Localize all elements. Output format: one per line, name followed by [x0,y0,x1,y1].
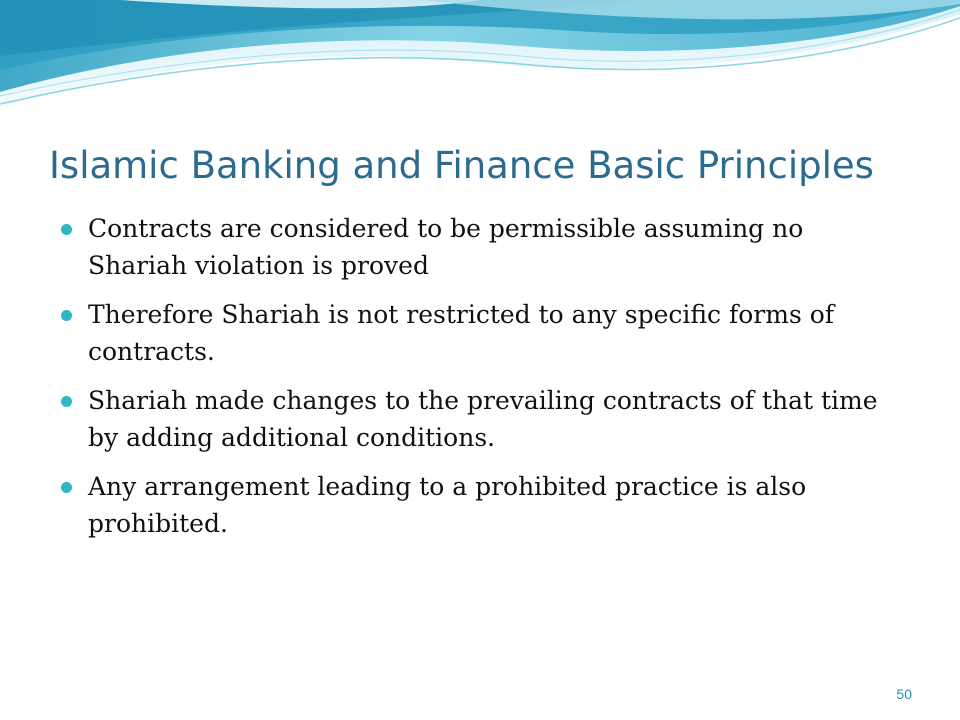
bullet-list [60,210,890,554]
bullet-dot-icon [61,224,72,235]
slide-title: Islamic Banking and Finance Basic Principles [49,144,874,187]
bullet-dot-icon [61,482,72,493]
list-item [60,210,890,284]
list-item [60,382,890,456]
bullet-text: Shariah made changes to the prevailing contracts of that time by adding additional conditions. [88,386,878,452]
bullet-dot-icon [61,310,72,321]
list-item [60,468,890,542]
slide-number: 50 [896,686,912,702]
bullet-text: Any arrangement leading to a prohibited practice is also prohibited. [88,472,807,538]
bullet-text: Therefore Shariah is not restricted to any specific forms of contracts. [88,300,835,366]
bullet-dot-icon [61,396,72,407]
list-item [60,296,890,370]
bullet-text: Contracts are considered to be permissible assuming no Shariah violation is proved [88,214,804,280]
